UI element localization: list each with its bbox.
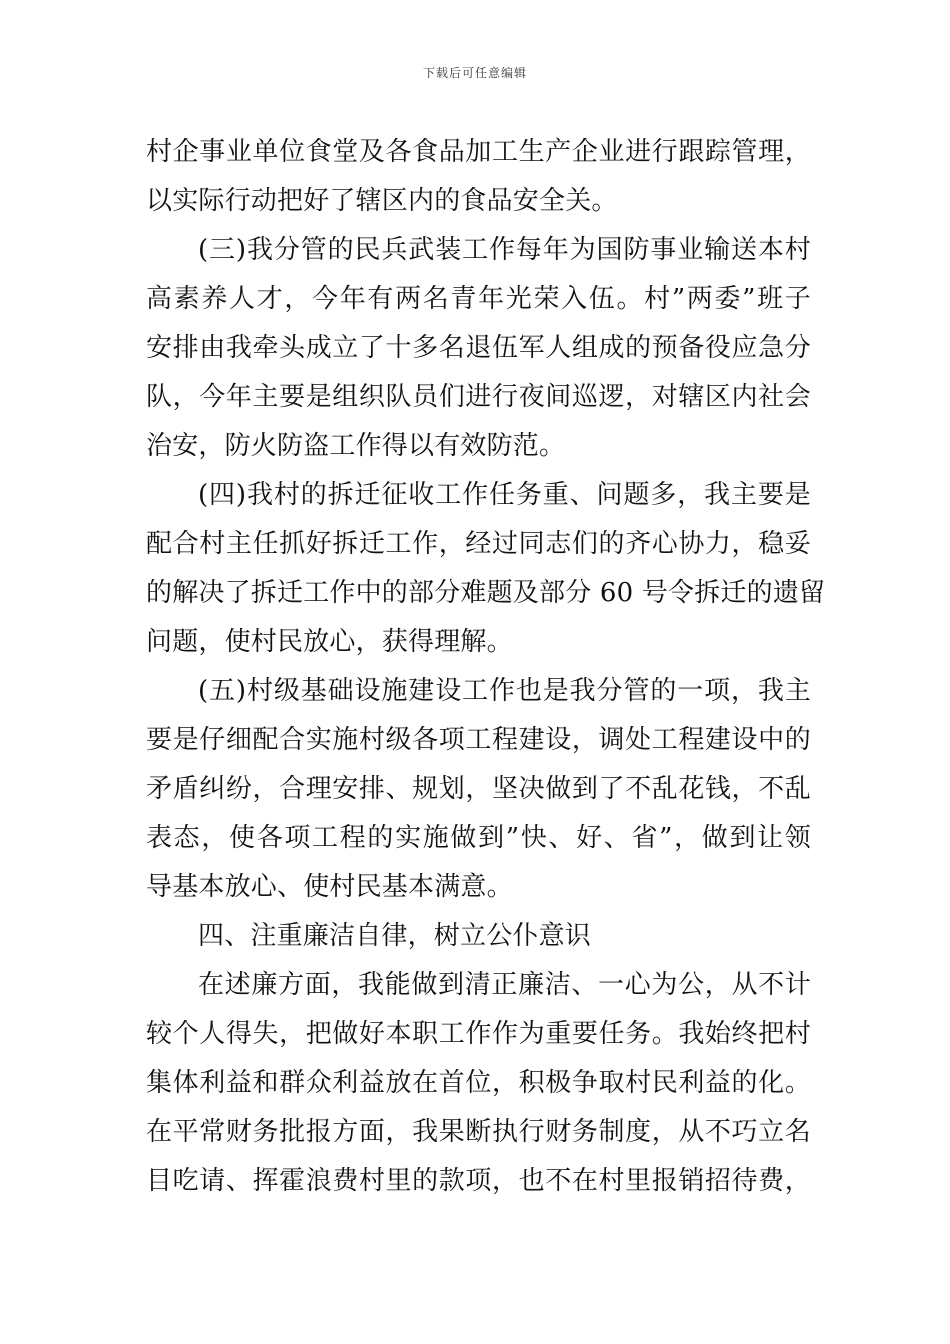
text-line: (五)村级基础设施建设工作也是我分管的一项，我主 [198,676,811,706]
text-line: (三)我分管的民兵武装工作每年为国防事业输送本村 [198,235,811,265]
text-line: 在述廉方面，我能做到清正廉洁、一心为公，从不计 [198,970,811,1000]
text-line: 安排由我牵头成立了十多名退伍军人组成的预备役应急分 [146,333,811,363]
page-header: 下载后可任意编辑 [422,66,527,80]
text-line: 以实际行动把好了辖区内的食品安全关。 [146,186,618,216]
text-line: 高素养人才，今年有两名青年光荣入伍。村”两委”班子 [146,284,811,314]
text-line: 矛盾纠纷，合理安排、规划，坚决做到了不乱花钱，不乱 [146,774,811,804]
text-line: 队，今年主要是组织队员们进行夜间巡逻，对辖区内社会 [146,382,811,412]
section-heading: 四、注重廉洁自律，树立公仆意识 [198,921,592,951]
text-line: 目吃请、挥霍浪费村里的款项，也不在村里报销招待费， [146,1166,811,1196]
text-line: 导基本放心、使村民基本满意。 [146,872,513,902]
text-line: 较个人得失，把做好本职工作作为重要任务。我始终把村 [146,1019,811,1049]
text-line: 治安，防火防盗工作得以有效防范。 [146,431,566,461]
text-line: 村企事业单位食堂及各食品加工生产企业进行跟踪管理， [146,137,811,167]
text-line: 在平常财务批报方面，我果断执行财务制度，从不巧立名 [146,1117,811,1147]
text-line: 表态，使各项工程的实施做到”快、好、省”，做到让领 [146,823,811,853]
text-line: (四)我村的拆迁征收工作任务重、问题多，我主要是 [198,480,811,510]
document-body [146,128,826,1206]
text-line: 配合村主任抓好拆迁工作，经过同志们的齐心协力，稳妥 [146,529,811,559]
text-line: 问题，使村民放心，获得理解。 [146,627,513,657]
text-line: 要是仔细配合实施村级各项工程建设，调处工程建设中的 [146,725,811,755]
text-line: 的解决了拆迁工作中的部分难题及部分 60 号令拆迁的遗留 [146,578,826,608]
text-line: 集体利益和群众利益放在首位，积极争取村民利益的化。 [146,1068,811,1098]
